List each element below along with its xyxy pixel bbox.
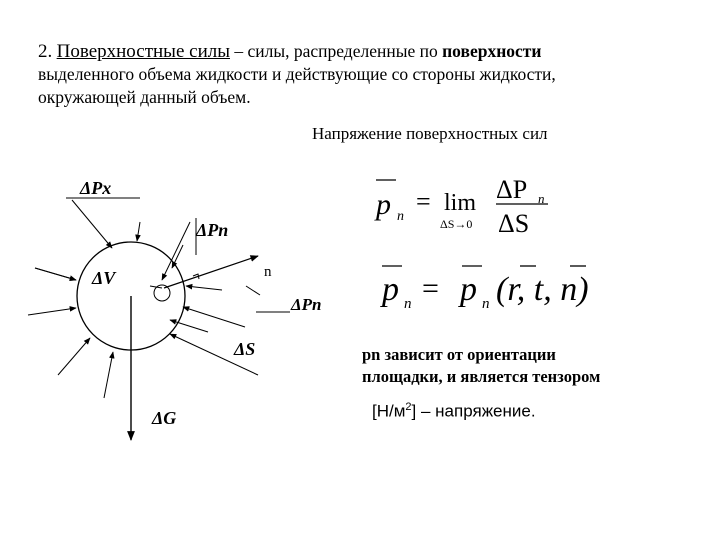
force-arrow [72,200,112,248]
force-arrow [162,222,190,280]
force-arrow [35,268,76,280]
definition-line-3: окружающей данный объем. [38,87,251,107]
item-number: 2. [38,41,53,62]
formula1-lhs-sub: n [397,209,404,224]
definition-line-2: выделенного объема жидкости и действующие со стороны жидкости, [38,64,556,84]
formula1-num: ΔP [496,175,528,204]
force-arrow [183,307,245,327]
label-delta-g: ΔG [152,408,177,428]
formula2-rhs-sub: n [482,296,490,312]
force-arrow [186,286,222,290]
note-bold-word: тензором [532,367,601,386]
term-surface-forces: Поверхностные силы [56,41,230,62]
section-subtitle: Напряжение поверхностных сил [312,124,548,143]
force-arrow [137,222,140,241]
note-line-1: pn зависит от ориентации [362,345,556,364]
formula1-lim: lim [444,190,477,216]
force-arrow [58,338,90,375]
normal-arrow [164,256,258,288]
tensor-note [362,344,600,388]
formula1-num-sub: n [538,191,545,206]
note-line-2: площадки, и является [362,367,533,386]
formula2-lhs-sub: n [404,296,412,312]
formula-dependency [376,256,636,326]
bold-word: поверхности [442,41,542,61]
units-line: $[Н/м^2]$ – напряжение. [372,401,536,421]
volume-diagram [0,170,340,470]
force-arrow [246,286,260,295]
label-delta-v: ΔV [92,268,116,288]
formula1-lhs: p [376,188,391,221]
formula2-rhs: p [460,271,477,308]
formula1-eq: = [416,187,431,216]
label-delta-s: ΔS [234,339,256,359]
definition-text [38,40,688,109]
formula2-lhs: p [382,271,399,308]
label-delta-px: ΔPx [80,178,112,198]
force-arrow [104,352,113,398]
label-delta-pn-2: ΔPn [291,295,322,314]
force-arrow [28,308,76,315]
formula1-lim-sub: ΔS→0 [440,217,473,231]
formula1-den: ΔS [498,209,530,238]
label-delta-pn: ΔPn [196,220,229,240]
formula-limit [370,170,570,240]
formula2-args: (r, t, n) [496,271,589,308]
label-n: n [264,264,272,280]
definition-part: – силы, распределенные по [229,41,443,61]
formula2-eq: = [422,272,439,305]
